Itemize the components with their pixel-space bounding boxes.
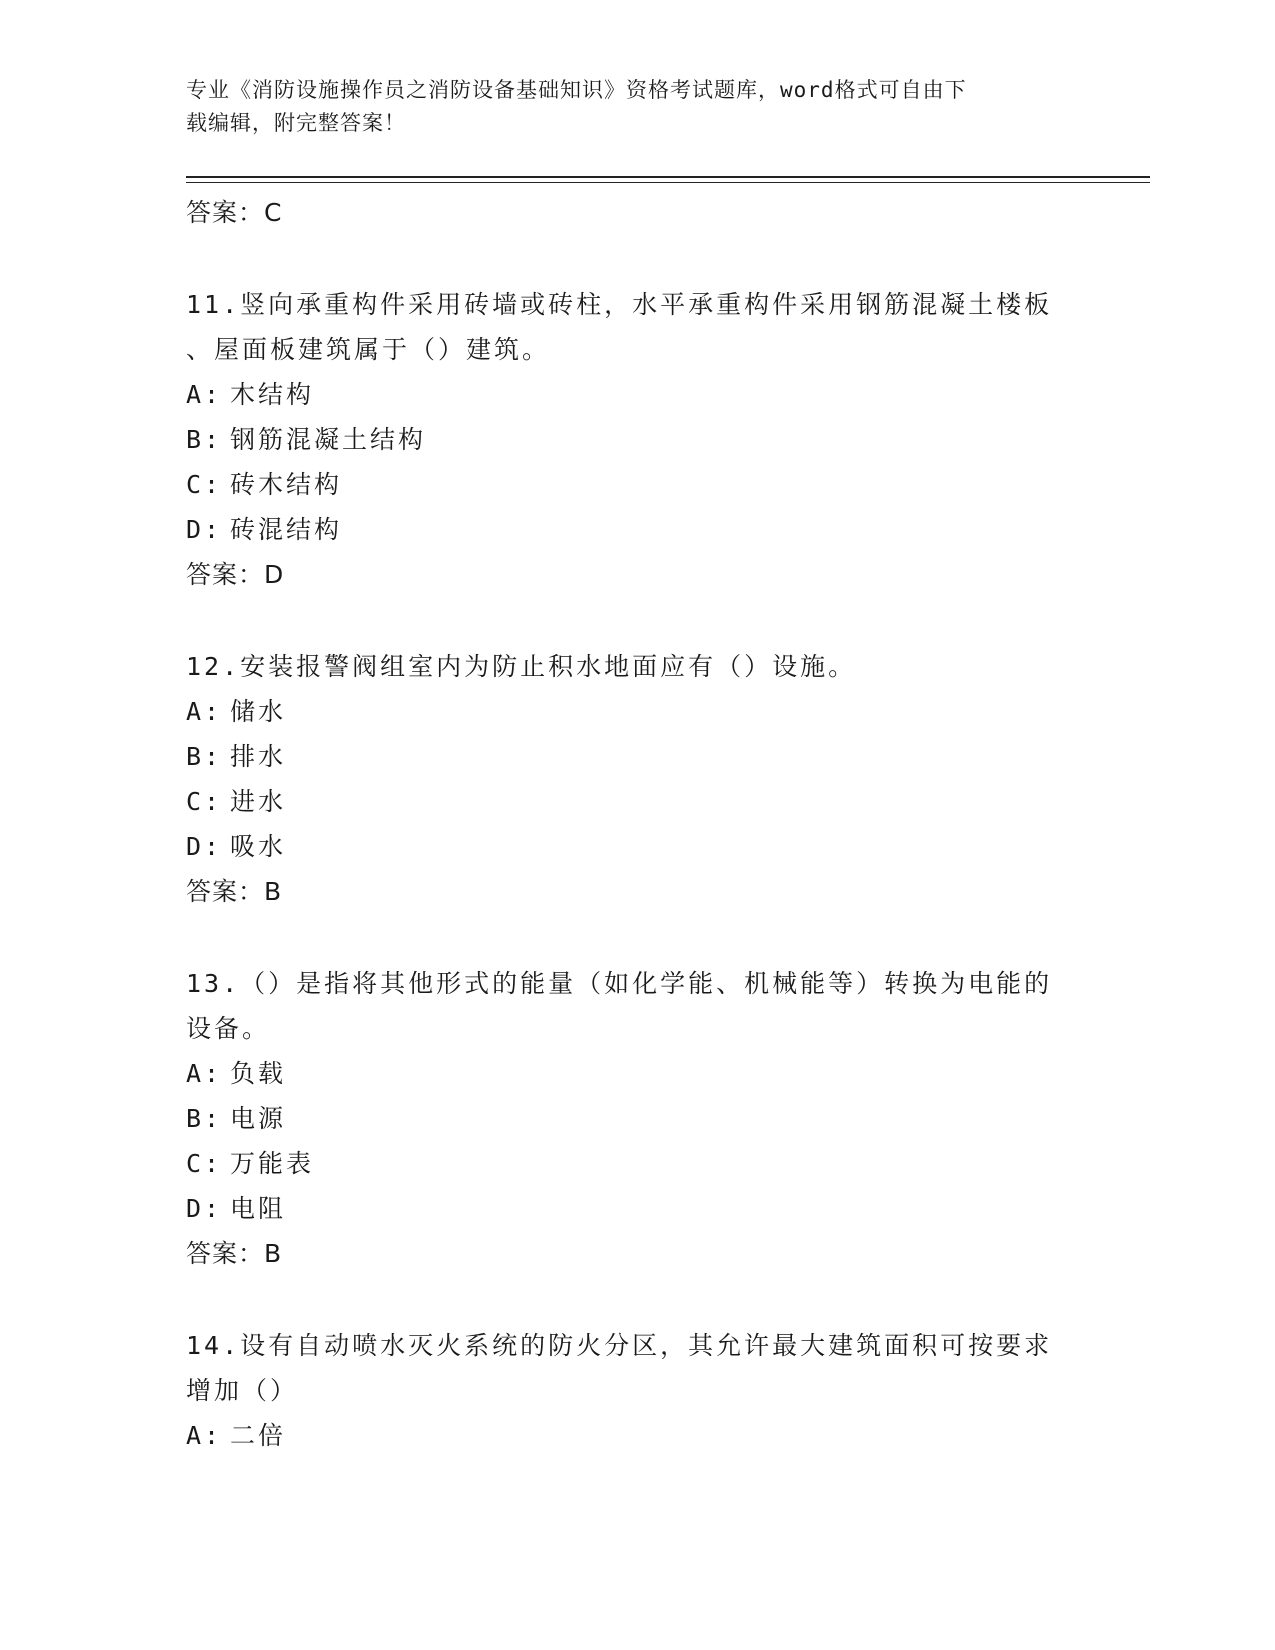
- question-text-line: 11.竖向承重构件采用砖墙或砖柱，水平承重构件采用钢筋混凝土楼板: [186, 290, 1053, 319]
- previous-answer: 答案：C: [186, 198, 283, 227]
- option-key: B:: [186, 425, 223, 454]
- option-a: [186, 1413, 1086, 1458]
- option-key: B:: [186, 1104, 223, 1133]
- option-key: D:: [186, 1194, 223, 1223]
- header-line-2: 载编辑，附完整答案！: [186, 111, 406, 135]
- option-text: 钢筋混凝土结构: [230, 425, 427, 454]
- question-13: [186, 961, 1086, 1277]
- option-key: B:: [186, 742, 223, 771]
- header-divider-thin: [186, 182, 1150, 183]
- option-d: [186, 1186, 1086, 1231]
- answer-line: 答案：B: [186, 1239, 283, 1268]
- question-text-line: 13.（）是指将其他形式的能量（如化学能、机械能等）转换为电能的: [186, 969, 1053, 998]
- option-text: 排水: [230, 742, 287, 771]
- question-11: [186, 282, 1086, 598]
- option-key: A:: [186, 380, 223, 409]
- option-key: C:: [186, 470, 223, 499]
- option-text: 砖木结构: [230, 470, 343, 499]
- option-key: A:: [186, 697, 223, 726]
- question-text-line: 14.设有自动喷水灭火系统的防火分区，其允许最大建筑面积可按要求: [186, 1331, 1053, 1360]
- option-text: 电源: [230, 1104, 287, 1133]
- question-14: [186, 1323, 1086, 1458]
- option-c: [186, 1141, 1086, 1186]
- question-12: [186, 644, 1086, 915]
- option-text: 电阻: [230, 1194, 287, 1223]
- question-text-line: 增加（）: [186, 1376, 299, 1405]
- option-text: 负载: [230, 1059, 287, 1088]
- option-text: 进水: [230, 787, 287, 816]
- option-b: [186, 1096, 1086, 1141]
- option-key: D:: [186, 832, 223, 861]
- option-a: [186, 372, 1086, 417]
- option-text: 万能表: [230, 1149, 315, 1178]
- option-b: [186, 417, 1086, 462]
- header-line-1: 专业《消防设施操作员之消防设备基础知识》资格考试题库，word格式可自由下: [186, 78, 967, 102]
- option-b: [186, 734, 1086, 779]
- question-text-line: 12.安装报警阀组室内为防止积水地面应有（）设施。: [186, 652, 857, 681]
- answer-line: 答案：B: [186, 877, 283, 906]
- question-list: [186, 190, 1086, 1458]
- header-divider-thick: [186, 176, 1150, 178]
- option-key: D:: [186, 515, 223, 544]
- option-key: A:: [186, 1059, 223, 1088]
- option-text: 砖混结构: [230, 515, 343, 544]
- option-text: 木结构: [230, 380, 315, 409]
- option-d: [186, 507, 1086, 552]
- option-d: [186, 824, 1086, 869]
- option-text: 二倍: [230, 1421, 287, 1450]
- option-c: [186, 462, 1086, 507]
- option-key: A:: [186, 1421, 223, 1450]
- option-key: C:: [186, 787, 223, 816]
- option-text: 吸水: [230, 832, 287, 861]
- question-text-line: 设备。: [186, 1014, 271, 1043]
- option-c: [186, 779, 1086, 824]
- option-key: C:: [186, 1149, 223, 1178]
- option-a: [186, 1051, 1086, 1096]
- option-a: [186, 689, 1086, 734]
- option-text: 储水: [230, 697, 287, 726]
- question-text-line: 、屋面板建筑属于（）建筑。: [186, 335, 551, 364]
- page-header: [186, 74, 1066, 140]
- answer-line: 答案：D: [186, 560, 285, 589]
